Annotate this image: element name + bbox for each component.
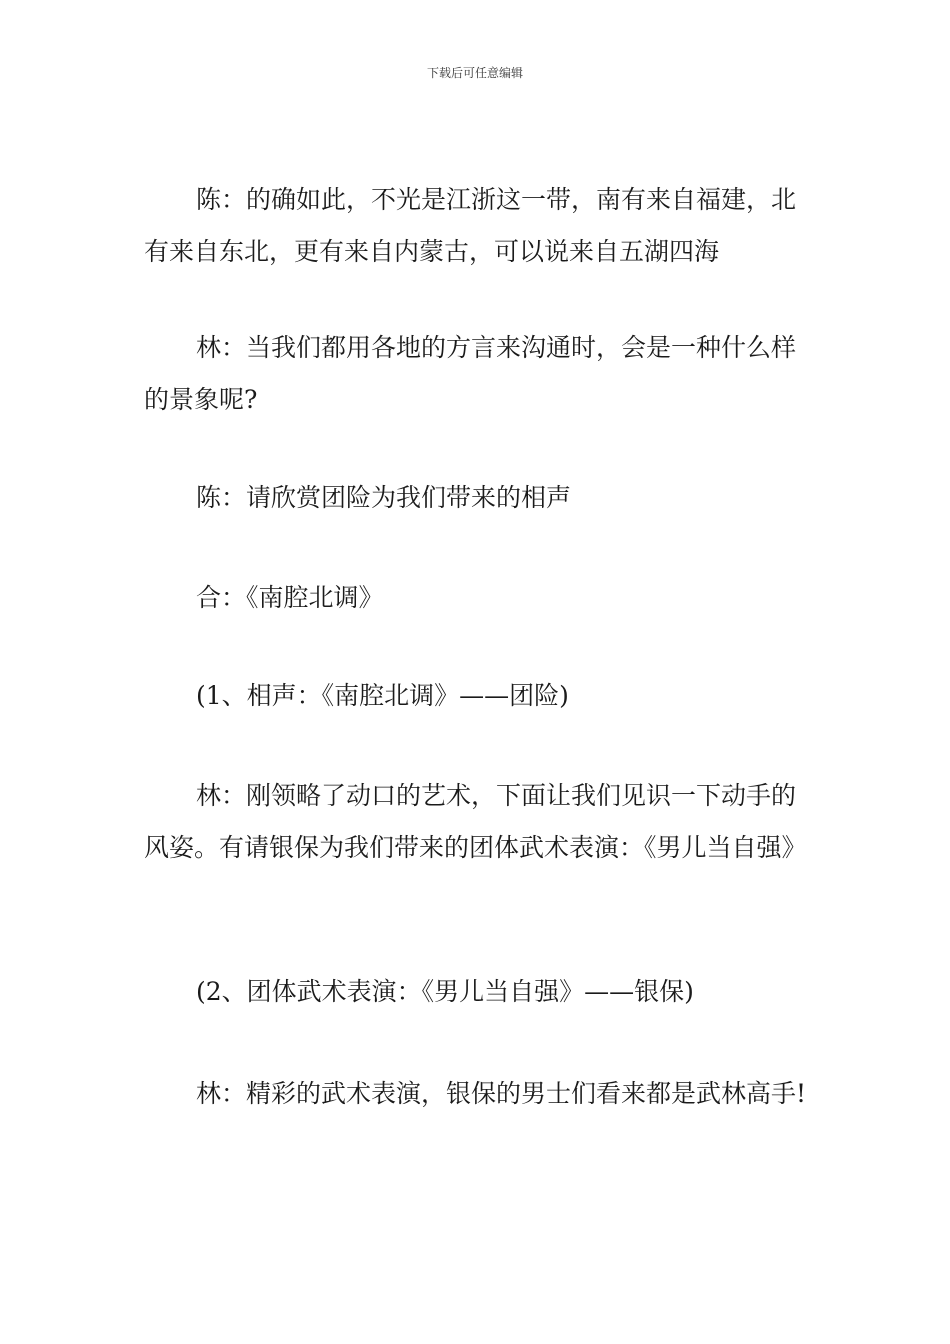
paragraph-6-text: 林：刚领略了动口的艺术，下面让我们见识一下动手的风姿。有请银保为我们带来的团体武术表演：《男儿当自强》 [144,781,807,862]
paragraph-3-text: 陈：请欣赏团险为我们带来的相声 [196,483,572,512]
paragraph-1-text: 陈：的确如此，不光是江浙这一带，南有来自福建，北有来自东北，更有来自内蒙古，可以说来自五湖四海 [144,185,797,266]
paragraph-2 [144,322,808,426]
paragraph-4 [144,572,808,624]
paragraph-8-text: 林：精彩的武术表演，银保的男士们看来都是武林高手! [196,1079,807,1108]
paragraph-1 [144,174,808,278]
paragraph-2-text: 林：当我们都用各地的方言来沟通时，会是一种什么样的景象呢? [144,333,797,414]
page-header: 下载后可任意编辑 [426,66,523,80]
paragraph-8 [144,1068,808,1120]
paragraph-4-text: 合：《南腔北调》 [196,583,384,612]
paragraph-7 [144,966,808,1018]
paragraph-6 [144,770,808,874]
paragraph-7-text: (2、团体武术表演：《男儿当自强》——银保) [196,977,694,1006]
paragraph-5-text: (1、相声：《南腔北调》——团险) [196,681,569,710]
paragraph-3 [144,472,808,524]
paragraph-5 [144,670,808,722]
